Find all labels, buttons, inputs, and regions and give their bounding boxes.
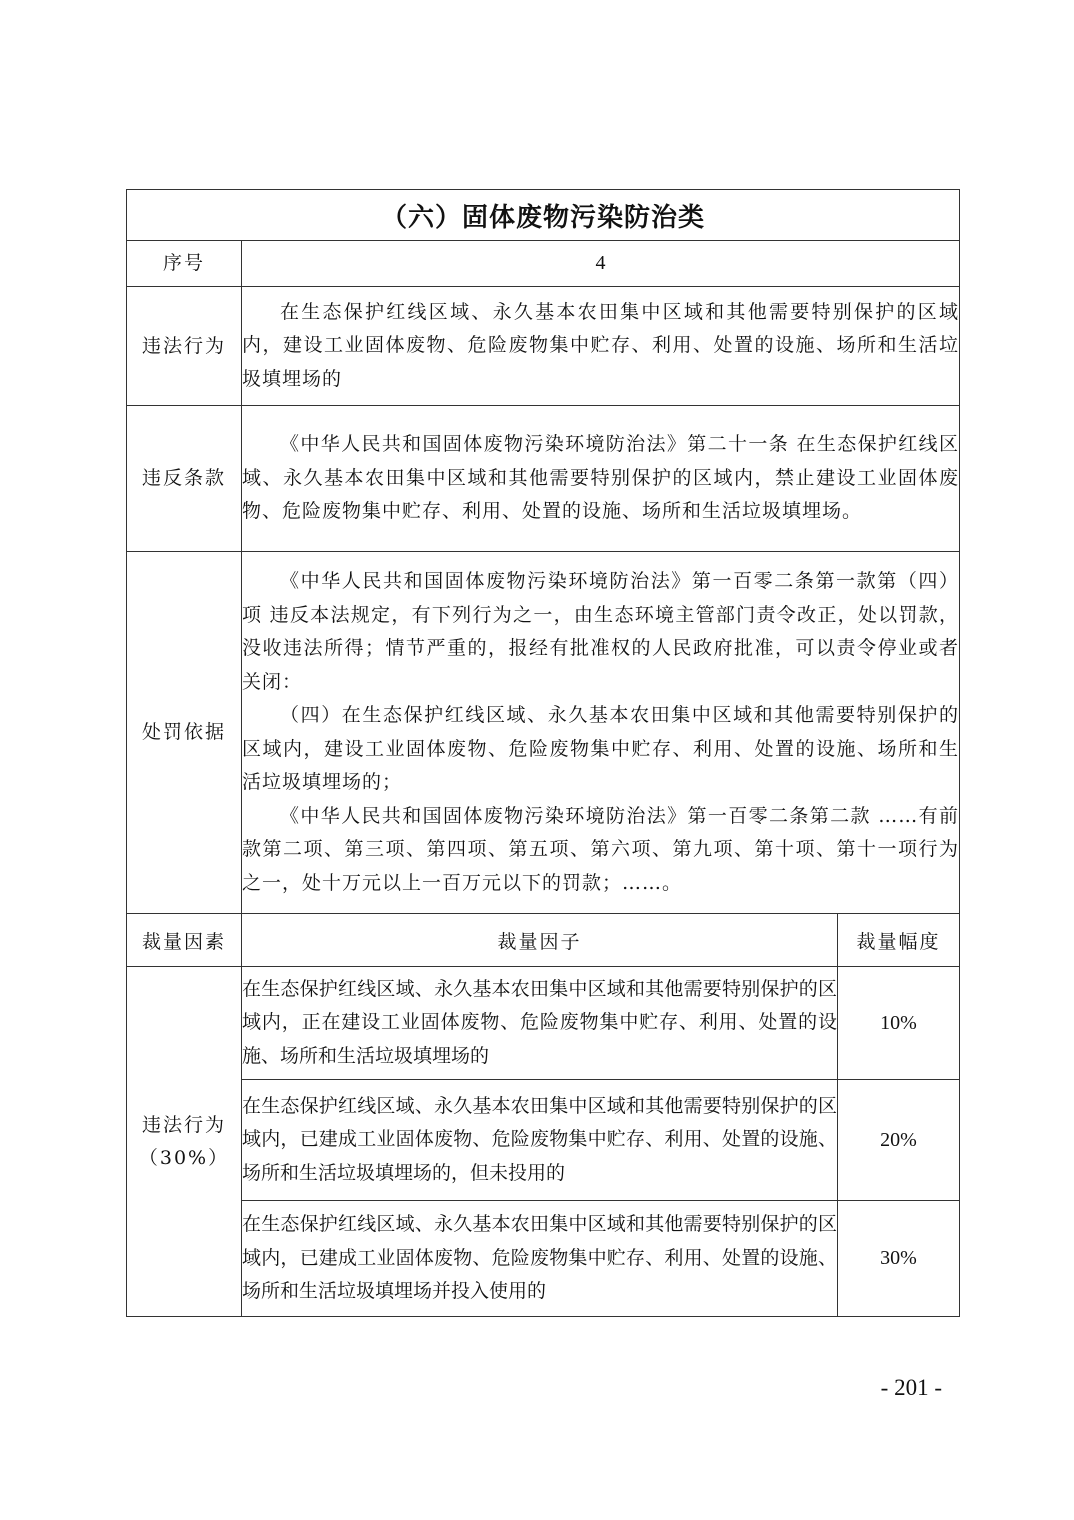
- penalty-basis-paragraph: （四）在生态保护红线区域、永久基本农田集中区域和其他需要特别保护的区域内，建设工业固体废物、危险废物集中贮存、利用、处置的设施、场所和生活垃圾填埋场的；: [242, 704, 960, 793]
- violation-label: 违法行为: [127, 287, 242, 406]
- factor-range: 20%: [838, 1080, 960, 1201]
- serial-value: 4: [242, 241, 960, 287]
- penalty-basis-cell: [242, 552, 960, 914]
- factor-group-label: [127, 967, 242, 1317]
- violated-clause-label: 违反条款: [127, 406, 242, 552]
- violation-cell: [242, 287, 960, 406]
- page-number: - 201 -: [880, 1375, 942, 1400]
- factor-range: 30%: [838, 1201, 960, 1317]
- violation-text: 在生态保护红线区域、永久基本农田集中区域和其他需要特别保护的区域内，建设工业固体废物、危险废物集中贮存、利用、处置的设施、场所和生活垃圾填埋场的: [242, 300, 960, 390]
- factor-range: 10%: [838, 967, 960, 1080]
- factor-item: 在生态保护红线区域、永久基本农田集中区域和其他需要特别保护的区域内，已建成工业固体废物、危险废物集中贮存、利用、处置的设施、场所和生活垃圾填埋场的，但未投用的: [242, 1080, 838, 1201]
- table-title: （六）固体废物污染防治类: [127, 190, 960, 241]
- serial-label: 序号: [127, 241, 242, 287]
- factor-item: 在生态保护红线区域、永久基本农田集中区域和其他需要特别保护的区域内，正在建设工业固体废物、危险废物集中贮存、利用、处置的设施、场所和生活垃圾填埋场的: [242, 967, 838, 1080]
- penalty-basis-paragraph: 《中华人民共和国固体废物污染环境防治法》第一百零二条第二款 ……有前款第二项、第三项、第四项、第五项、第六项、第九项、第十项、第十一项行为之一，处十万元以上一百万元以下的罚款；……。: [242, 804, 960, 894]
- violated-clause-cell: [242, 406, 960, 552]
- penalty-basis-paragraph: 《中华人民共和国固体废物污染环境防治法》第一百零二条第一款第（四）项 违反本法规定，有下列行为之一，由生态环境主管部门责令改正，处以罚款，没收违法所得；情节严重的，报经有批准权的人民政府批准，可以责令停业或者关闭：: [242, 570, 960, 693]
- factor-header: 裁量因素: [127, 914, 242, 967]
- factor-detail-header: 裁量因子: [242, 914, 838, 967]
- discretion-standard-table: [126, 189, 960, 1317]
- factor-group-weight: （30%）: [138, 1146, 230, 1169]
- penalty-basis-label: 处罚依据: [127, 552, 242, 914]
- factor-group-name: 违法行为: [141, 1113, 226, 1136]
- violated-clause-text: 《中华人民共和国固体废物污染环境防治法》第二十一条 在生态保护红线区域、永久基本农田集中区域和其他需要特别保护的区域内，禁止建设工业固体废物、危险废物集中贮存、利用、处置的设施、场所和生活垃圾填埋场。: [242, 433, 960, 523]
- range-header: 裁量幅度: [838, 914, 960, 967]
- factor-item: 在生态保护红线区域、永久基本农田集中区域和其他需要特别保护的区域内，已建成工业固体废物、危险废物集中贮存、利用、处置的设施、场所和生活垃圾填埋场并投入使用的: [242, 1201, 838, 1317]
